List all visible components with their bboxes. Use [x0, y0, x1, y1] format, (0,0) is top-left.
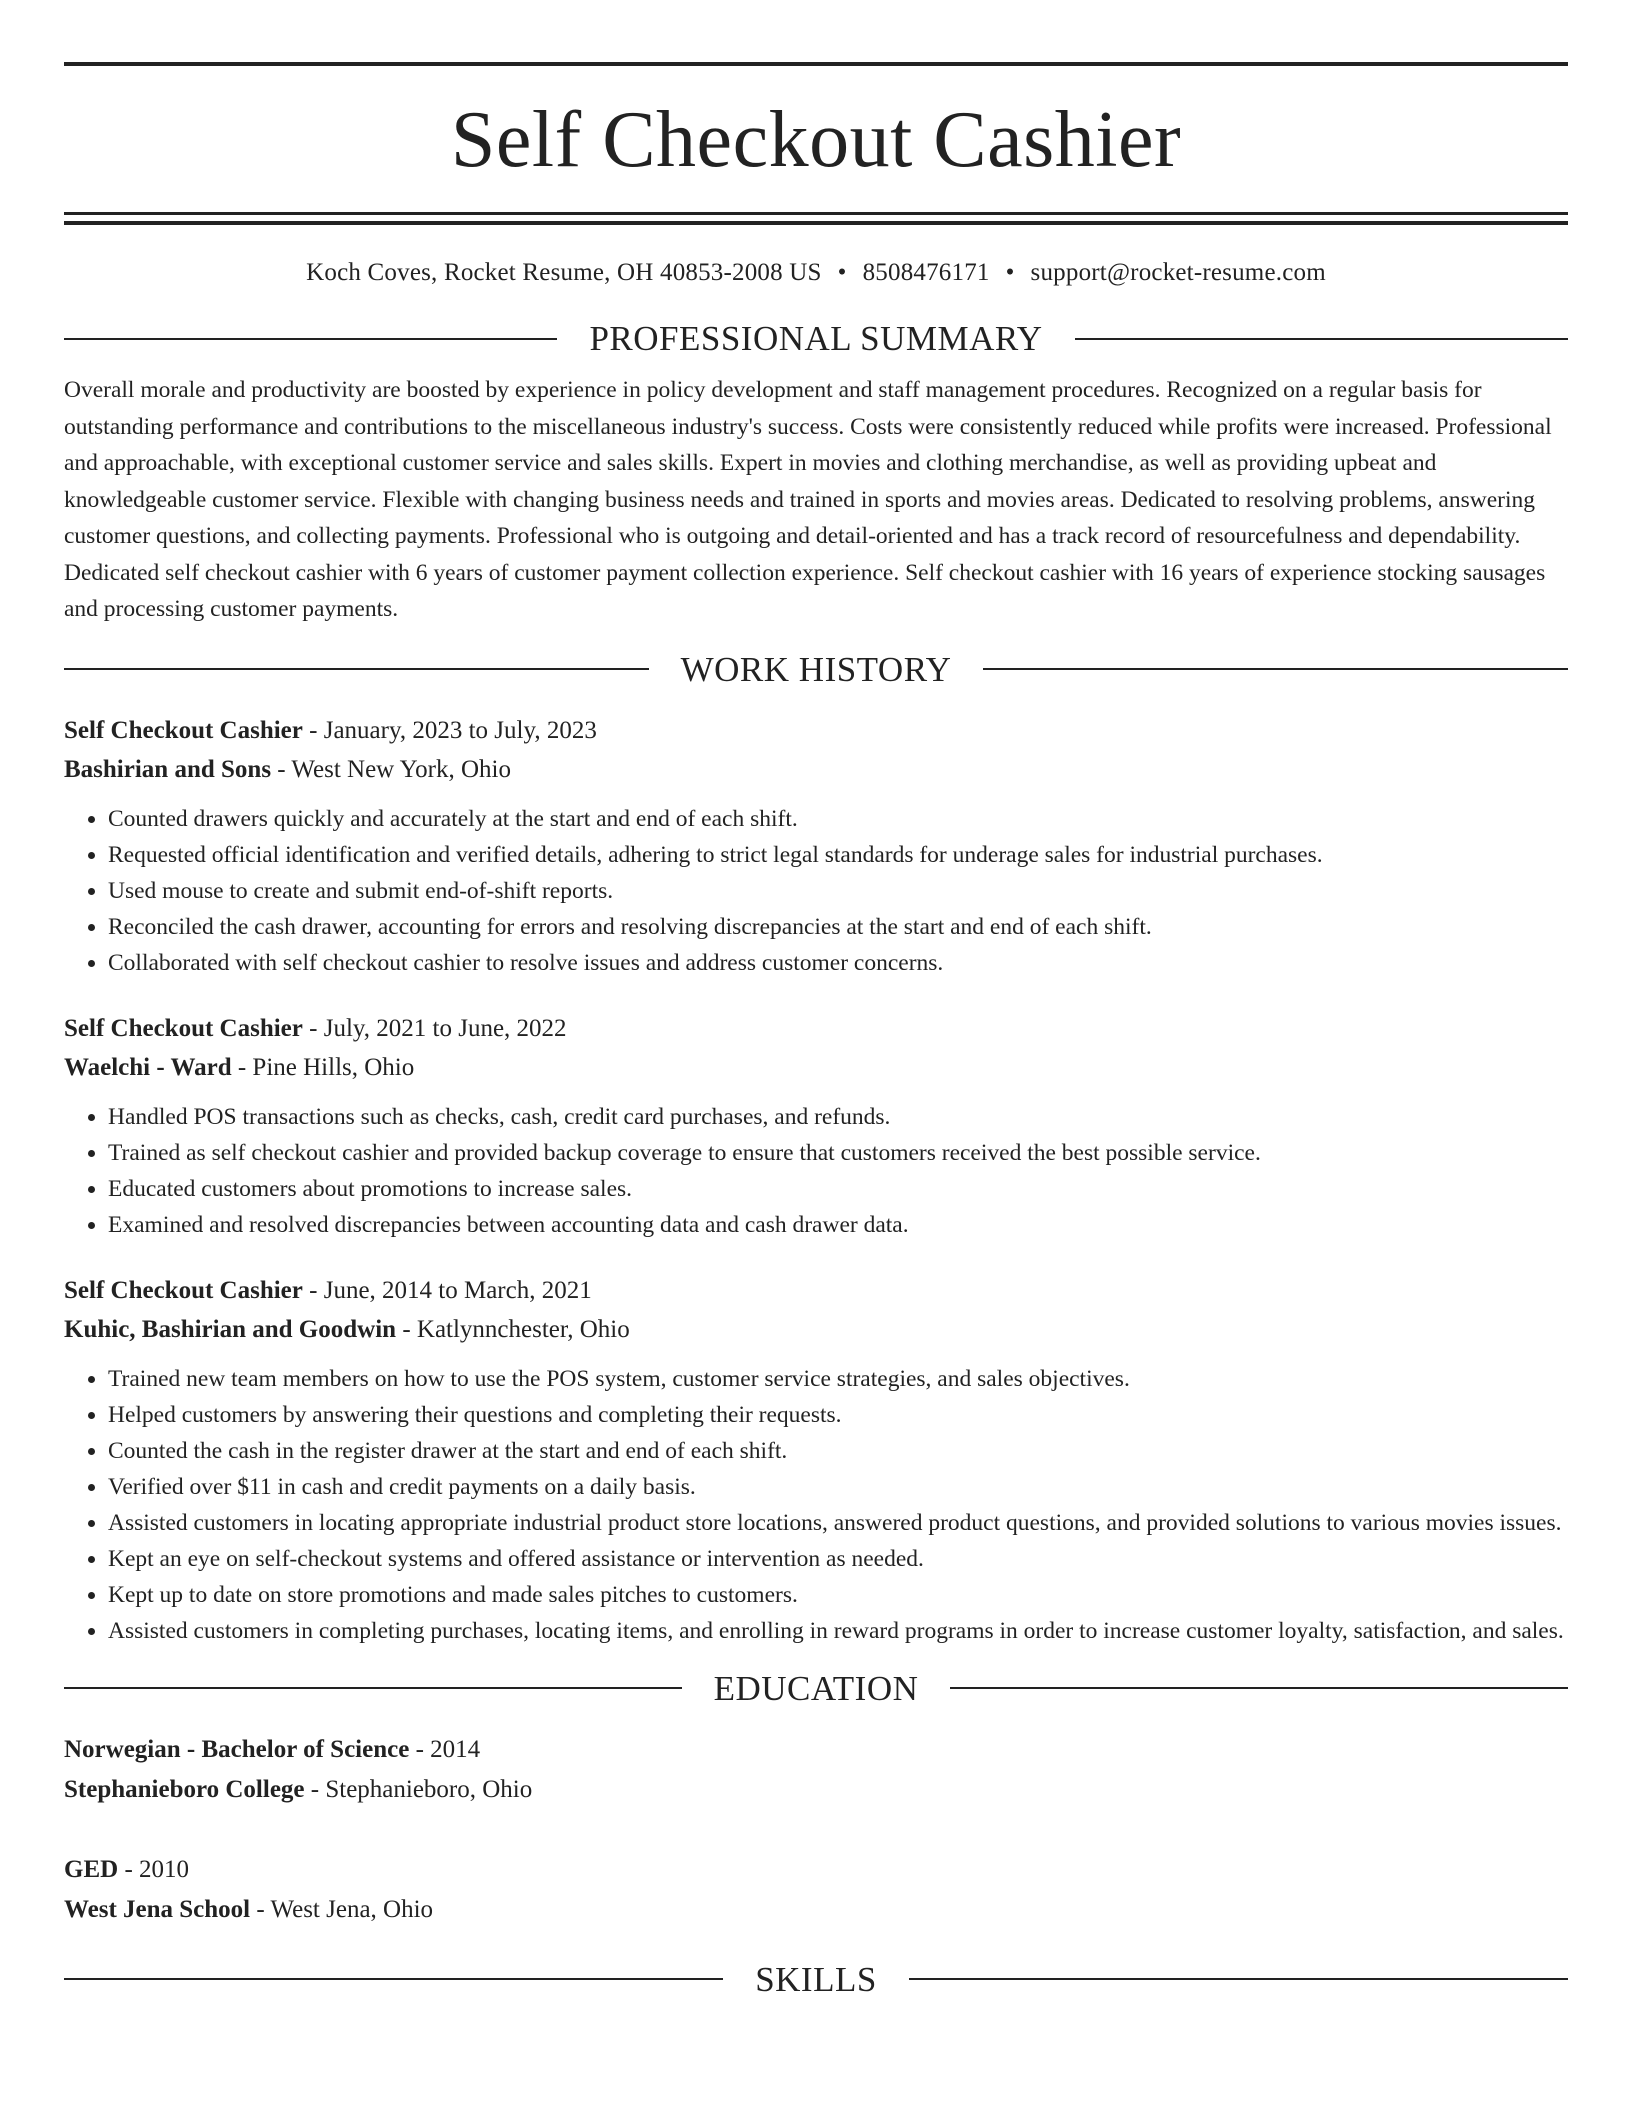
job-bullet: • Counted drawers quickly and accurately at the start and end of each shift.: [108, 801, 1568, 837]
section-rule-left: [64, 1687, 682, 1689]
work-history-section-header: [64, 649, 1568, 689]
summary-text: Overall morale and productivity are boosted by experience in policy development and staff management procedures. Recognized on a regular basis for outstanding performance and contributions to the miscellaneous industry's success. Costs were consistently reduced while profits were increased. Professional and approachable, with exceptional customer service and sales skills. Expert in movies and clothing merchandise, as well as providing upbeat and knowledgeable customer service. Flexible with changing business needs and trained in sports and movies areas. Dedicated to resolving problems, answering customer questions, and collecting payments. Professional who is outgoing and detail-oriented and has a track record of resourcefulness and dependability. Dedicated self checkout cashier with 6 years of customer payment collection experience. Self checkout cashier with 16 years of experience stocking sausages and processing customer payments.: [64, 377, 1552, 622]
section-rule-left: [64, 338, 557, 340]
job-bullet: • Educated customers about promotions to increase sales.: [108, 1171, 1568, 1207]
job-bullet: • Used mouse to create and submit end-of-shift reports.: [108, 873, 1568, 909]
section-rule-right: [1075, 338, 1568, 340]
education-year: - 2014: [409, 1735, 481, 1763]
job-bullet: • Helped customers by answering their questions and completing their requests.: [108, 1397, 1568, 1433]
section-rule-left: [64, 668, 649, 670]
job-bullet: • Collaborated with self checkout cashier to resolve issues and address customer concerns.: [108, 945, 1568, 981]
job-company: Kuhic, Bashirian and Goodwin: [64, 1315, 397, 1343]
job-dates: - January, 2023 to July, 2023: [302, 716, 597, 744]
job-entry: [64, 711, 1568, 981]
skills-heading: SKILLS: [755, 1959, 877, 1999]
job-dates: - June, 2014 to March, 2021: [302, 1276, 592, 1304]
job-title-line: [64, 711, 1568, 750]
job-title: Self Checkout Cashier: [64, 1276, 303, 1304]
education-location: - Stephanieboro, Ohio: [304, 1775, 533, 1803]
section-rule-left: [64, 1978, 723, 1980]
education-year: - 2010: [118, 1855, 190, 1883]
job-bullet-list: [64, 1361, 1568, 1649]
summary-section-header: [64, 321, 1568, 356]
job-location: - West New York, Ohio: [271, 755, 511, 783]
education-entry: [64, 1730, 1568, 1810]
job-bullet: • Trained new team members on how to use the POS system, customer service strategies, and sales objectives.: [108, 1361, 1568, 1397]
job-title: Self Checkout Cashier: [64, 1014, 303, 1042]
education-school-line: [64, 1770, 1568, 1810]
job-bullet: • Reconciled the cash drawer, accounting for errors and resolving discrepancies at the start and end of each shift.: [108, 909, 1568, 945]
summary-heading: PROFESSIONAL SUMMARY: [589, 319, 1043, 358]
job-bullet: • Handled POS transactions such as checks, cash, credit card purchases, and refunds.: [108, 1099, 1568, 1135]
education-section-header: [64, 1668, 1568, 1708]
section-rule-right: [950, 1687, 1568, 1689]
job-bullet: • Trained as self checkout cashier and provided backup coverage to ensure that customers received the best possible service.: [108, 1135, 1568, 1171]
job-bullet: • Kept an eye on self-checkout systems and offered assistance or intervention as needed.: [108, 1541, 1568, 1577]
education-school: West Jena School: [64, 1895, 251, 1923]
job-title-line: [64, 1271, 1568, 1310]
job-bullet: • Counted the cash in the register drawer at the start and end of each shift.: [108, 1433, 1568, 1469]
contact-separator: •: [1005, 259, 1015, 286]
job-bullet: • Requested official identification and verified details, adhering to strict legal standards for underage sales for industrial purchases.: [108, 837, 1568, 873]
job-location: - Pine Hills, Ohio: [231, 1053, 415, 1081]
job-company: Waelchi - Ward: [64, 1053, 232, 1081]
education-location: - West Jena, Ohio: [250, 1895, 434, 1923]
job-company-line: [64, 1310, 1568, 1349]
section-rule-right: [909, 1978, 1568, 1980]
job-company-line: [64, 1048, 1568, 1087]
education-school-line: [64, 1890, 1568, 1930]
job-dates: - July, 2021 to June, 2022: [302, 1014, 567, 1042]
education-school: Stephanieboro College: [64, 1775, 305, 1803]
job-bullet: • Kept up to date on store promotions and made sales pitches to customers.: [108, 1577, 1568, 1613]
education-degree-line: [64, 1730, 1568, 1770]
job-bullet: • Assisted customers in locating appropriate industrial product store locations, answered product questions, and provided solutions to various movies issues.: [108, 1505, 1568, 1541]
contact-line: [64, 259, 1568, 287]
job-bullet-list: [64, 801, 1568, 981]
job-bullet: • Examined and resolved discrepancies between accounting data and cash drawer data.: [108, 1207, 1568, 1243]
education-degree: Norwegian - Bachelor of Science: [64, 1735, 410, 1763]
title-double-rule: [64, 212, 1568, 225]
job-bullet-list: [64, 1099, 1568, 1243]
job-location: - Katlynnchester, Ohio: [396, 1315, 630, 1343]
job-title-line: [64, 1009, 1568, 1048]
resume-title: Self Checkout Cashier: [450, 96, 1182, 184]
contact-phone: 8508476171: [862, 259, 990, 286]
education-entry: [64, 1850, 1568, 1930]
skills-section-header: [64, 1959, 1568, 1999]
job-bullet: • Assisted customers in completing purchases, locating items, and enrolling in reward programs in order to increase customer loyalty, satisfaction, and sales.: [108, 1613, 1568, 1649]
contact-separator: •: [837, 259, 847, 286]
job-title: Self Checkout Cashier: [64, 716, 303, 744]
education-degree: GED: [64, 1855, 119, 1883]
top-rule: [64, 62, 1568, 66]
section-rule-right: [983, 668, 1568, 670]
job-bullet: • Verified over $11 in cash and credit payments on a daily basis.: [108, 1469, 1568, 1505]
job-company-line: [64, 750, 1568, 789]
education-degree-line: [64, 1850, 1568, 1890]
job-company: Bashirian and Sons: [64, 755, 272, 783]
contact-email: support@rocket-resume.com: [1030, 259, 1326, 286]
work-history-heading: WORK HISTORY: [680, 649, 952, 689]
job-entry: [64, 1271, 1568, 1649]
job-entry: [64, 1009, 1568, 1243]
education-heading: EDUCATION: [713, 1668, 919, 1708]
contact-address: Koch Coves, Rocket Resume, OH 40853-2008 US: [306, 259, 822, 286]
